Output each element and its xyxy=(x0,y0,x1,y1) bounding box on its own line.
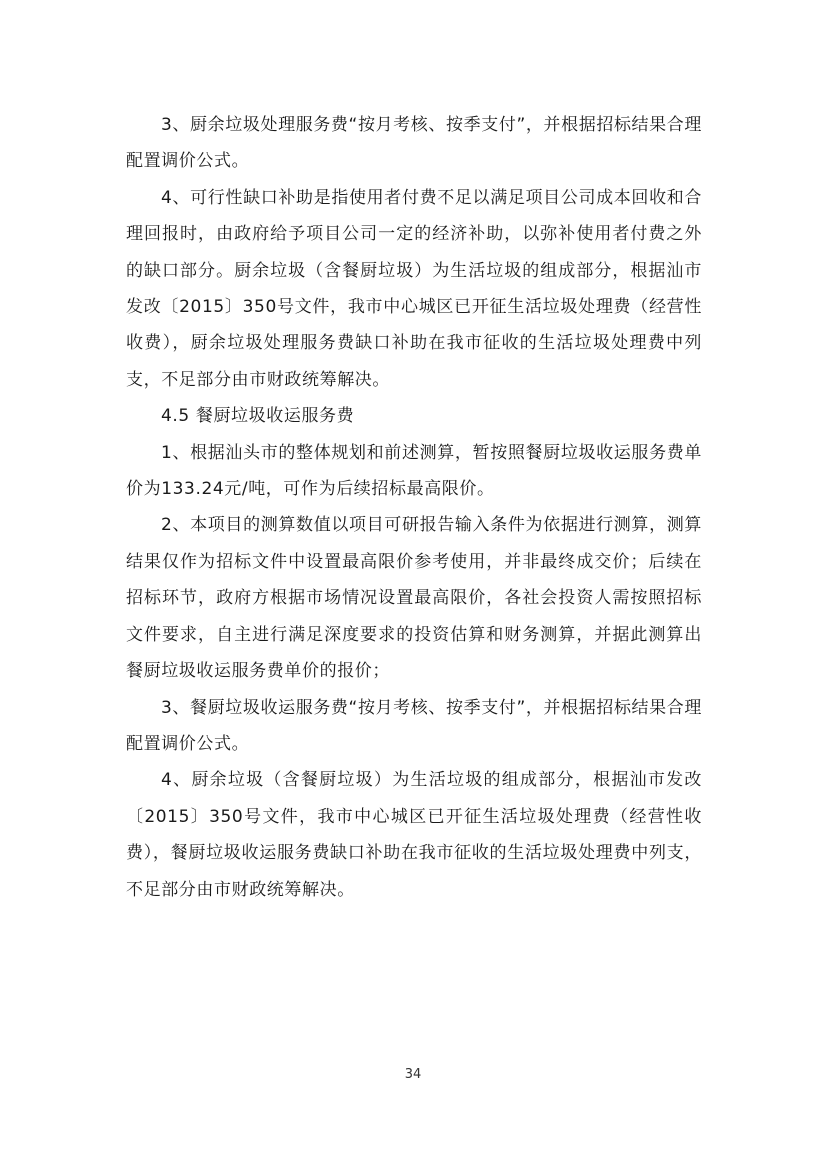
paragraph-collection-payment: 3、餐厨垃圾收运服务费“按月考核、按季支付”，并根据招标结果合理配置调价公式。 xyxy=(126,697,702,754)
section-heading-4-5: 4.5 餐厨垃圾收运服务费 xyxy=(161,406,355,427)
paragraph-calculation-basis: 2、本项目的测算数值以项目可研报告输入条件为依据进行测算，测算结果仅作为招标文件中设置最高限价参考使用，并非最终成交价；后续在招标环节，政府方根据市场情况设置最高限价，各社会投资人需按照招标文件要求，自主进行满足深度要求的投资估算和财务测算，并据此测算出餐厨垃圾收运服务费单价的报价； xyxy=(126,515,702,682)
paragraph-unit-price: 1、根据汕头市的整体规划和前述测算，暂按照餐厨垃圾收运服务费单价为133.24元/吨，可作为后续招标最高限价。 xyxy=(126,442,702,500)
paragraph-collection-gap-subsidy: 4、厨余垃圾（含餐厨垃圾）为生活垃圾的组成部分，根据汕市发改〔2015〕350号文件，我市中心城区已开征生活垃圾处理费（经营性收费），餐厨垃圾收运服务费缺口补助在我市征收的生活垃圾处理费中列支，不足部分由市财政统筹解决。 xyxy=(126,770,702,900)
paragraph-viability-gap-subsidy: 4、可行性缺口补助是指使用者付费不足以满足项目公司成本回收和合理回报时，由政府给予项目公司一定的经济补助，以弥补使用者付费之外的缺口部分。厨余垃圾（含餐厨垃圾）为生活垃圾的组成部分，根据汕市发改〔2015〕350号文件，我市中心城区已开征生活垃圾处理费（经营性收费），厨余垃圾处理服务费缺口补助在我市征收的生活垃圾处理费中列支，不足部分由市财政统筹解决。 xyxy=(126,187,702,390)
document-body xyxy=(126,107,702,908)
page-number: 34 xyxy=(404,1067,422,1082)
paragraph-kitchen-waste-payment: 3、厨余垃圾处理服务费“按月考核、按季支付”，并根据招标结果合理配置调价公式。 xyxy=(126,115,702,172)
